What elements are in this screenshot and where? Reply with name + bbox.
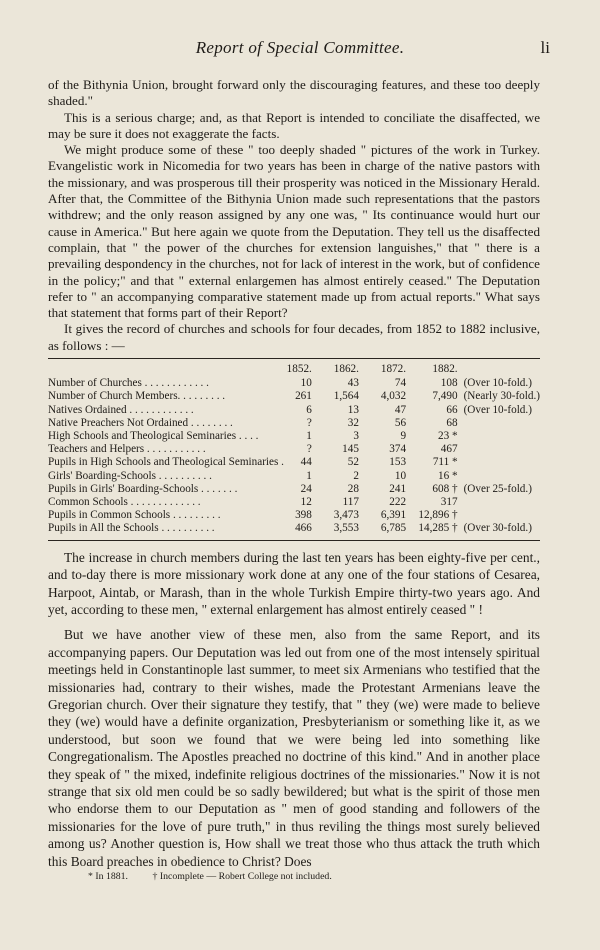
- row-label: Pupils in All the Schools . . . . . . . . . .: [48, 522, 215, 535]
- body-text: [48, 77, 540, 870]
- value-1862: 3: [353, 430, 359, 443]
- value-1862: 32: [347, 416, 359, 429]
- value-1882: 711 *: [432, 456, 458, 469]
- row-note: [460, 496, 540, 509]
- table-row: [48, 509, 540, 522]
- value-1852: ?: [306, 443, 312, 456]
- row-label: Number of Church Members. . . . . . . . .: [48, 390, 226, 403]
- year-header: 1852.: [286, 363, 312, 376]
- paragraph: of the Bithynia Union, brought forward only the discouraging features, and these too deeply shaded.": [48, 77, 540, 109]
- table-row: [48, 443, 540, 456]
- value-1872: 6,391: [380, 509, 407, 522]
- value-1862: 3,553: [333, 522, 359, 535]
- table-row: [48, 404, 540, 417]
- paragraph: It gives the record of churches and schools for four decades, from 1852 to 1882 inclusive, as follows : —: [48, 321, 540, 353]
- row-label: Teachers and Helpers . . . . . . . . . . .: [48, 443, 206, 456]
- page-number: li: [540, 38, 550, 57]
- value-1852: 466: [295, 522, 312, 535]
- row-note: [460, 443, 540, 456]
- table-row: [48, 496, 540, 509]
- value-1852: 1: [306, 430, 312, 443]
- value-1882: 108: [440, 377, 458, 390]
- value-1882: 14,285 †: [418, 522, 458, 535]
- value-1852: 10: [300, 377, 312, 390]
- value-1872: 74: [394, 377, 407, 390]
- paragraph: But we have another view of these men, also from the same Report, and its accompanying papers. Our Deputation was led out from one of the most intensely spiritual meetings held in Constantinople last summer, to meet six Armenians who testified that the missionaries had, contrary to their wishes, made the Protestant Armenians leave the Gregorian church. Over their signature they testify, that " they (we) were made to believe they (we) would have a definite organization, Presbyterianism or something like it, as we understood, but soon we found that we were being led into something like Congregationalism. The Apostles preached no doctrine of this kind." And in another place they speak of " the mixed, indefinite religious doctrines of the missionaries." Now it is not strange that six old men could be so sadly bewildered; but what is the spirit of those men who endorse them to our Deputation as " men of good standing and followers of the missionaries for the love of pure truth," in thus reviling the things most surely believed among us? Another question is, How shall we treat those who thus attack the truth which this Board preaches in obedience to Christ? Does: [48, 627, 540, 869]
- running-title: Report of Special Committee.: [195, 38, 405, 57]
- table-header-row: [48, 363, 540, 377]
- year-header: 1862.: [333, 363, 359, 376]
- row-label: Native Preachers Not Ordained . . . . . . . .: [48, 416, 233, 429]
- value-1862: 1,564: [333, 390, 359, 403]
- table-row: [48, 417, 540, 430]
- row-note: (Over 10-fold.): [463, 377, 532, 390]
- value-1852: 12: [300, 496, 312, 509]
- value-1862: 28: [347, 482, 359, 495]
- value-1882: 16 *: [438, 469, 458, 482]
- value-1872: 4,032: [380, 390, 407, 403]
- value-1862: 2: [353, 469, 359, 482]
- table-bottom-rule: [48, 540, 540, 541]
- table-row: [48, 483, 540, 496]
- value-1872: 6,785: [380, 522, 407, 535]
- statistics-table: [48, 363, 540, 536]
- value-1872: 47: [394, 403, 407, 416]
- value-1862: 13: [347, 403, 359, 416]
- footnote-star: * In 1881.: [88, 871, 129, 882]
- paragraph: This is a serious charge; and, as that Report is intended to conciliate the disaffected, we may be sure it does not exaggerate the facts.: [48, 109, 540, 141]
- value-1872: 222: [389, 496, 407, 509]
- table-row: [48, 377, 540, 390]
- value-1852: ?: [306, 416, 312, 429]
- row-note: [460, 456, 540, 469]
- footnote-dagger: † Incomplete — Robert College not included.: [152, 871, 332, 882]
- page-header: [50, 38, 550, 62]
- value-1882: 467: [440, 443, 458, 456]
- value-1882: 608 †: [432, 482, 458, 495]
- table-header-blank: [48, 363, 284, 377]
- footnotes: [88, 871, 548, 883]
- value-1872: 153: [389, 456, 407, 469]
- paragraph: We might produce some of these " too deeply shaded " pictures of the work in Turkey. Evangelistic work in Nicomedia for two years has been in charge of the native pastors with the missionary, and was prosperous till their prosperity was noticed in the Missionary Herald. After that, the Committee of the Bithynia Union made such representations that the pastors withdrew; and the only reason assigned by any one was, " Its continuance would hurt our cause in America." But here again we quote from the Deputation. They tell us the disaffected complain, that " the power of the churches for extension languishes," that " there is a prevailing despondency in the churches, not for lack of interest in the work, but of confidence in the policy;" and that " external enlargemen has almost entirely ceased." The Deputation refer to " an accompanying comparative statement made up from actual reports." What says that statement that forms part of their Report?: [48, 142, 540, 321]
- row-note: [460, 430, 540, 443]
- value-1872: 10: [394, 469, 407, 482]
- row-note: (Nearly 30-fold.): [463, 390, 540, 403]
- value-1882: 68: [446, 416, 458, 429]
- row-note: (Over 10-fold.): [463, 403, 532, 416]
- table-row: [48, 390, 540, 403]
- value-1862: 145: [342, 443, 359, 456]
- value-1852: 398: [295, 509, 312, 522]
- value-1862: 3,473: [333, 509, 359, 522]
- row-label: Number of Churches . . . . . . . . . . . .: [48, 377, 209, 390]
- value-1882: 12,896 †: [418, 509, 458, 522]
- value-1872: 9: [400, 430, 407, 443]
- note-header-blank: [460, 363, 540, 377]
- value-1882: 66: [446, 403, 458, 416]
- table-row: [48, 470, 540, 483]
- row-label: Natives Ordained . . . . . . . . . . . .: [48, 403, 194, 416]
- row-note: [460, 470, 540, 483]
- value-1852: 1: [306, 469, 312, 482]
- row-note: (Over 25-fold.): [463, 482, 532, 495]
- value-1862: 52: [347, 456, 359, 469]
- row-label: High Schools and Theological Seminaries . . . .: [48, 430, 259, 443]
- row-label: Pupils in Girls' Boarding-Schools . . . . . . .: [48, 482, 238, 495]
- row-note: (Over 30-fold.): [463, 522, 532, 535]
- value-1882: 7,490: [432, 390, 458, 403]
- value-1882: 317: [440, 496, 458, 509]
- paragraph: The increase in church members during the last ten years has been eighty-five per cent., and to-day there is more missionary work done at any one of the four stations of Cesarea, Harpoot, Aintab, or Marash, than in the whole Turkish Empire thirty-two years ago. And yet, according to these men, " external enlargement has almost entirely ceased " !: [48, 549, 540, 617]
- row-note: [460, 509, 540, 522]
- value-1852: 6: [306, 403, 312, 416]
- row-label: Pupils in Common Schools . . . . . . . . .: [48, 509, 221, 522]
- year-header: 1882.: [432, 363, 458, 376]
- table-row: [48, 522, 540, 535]
- value-1872: 374: [389, 443, 407, 456]
- value-1882: 23 *: [438, 430, 458, 443]
- row-label: Pupils in High Schools and Theological Seminaries .: [48, 456, 284, 469]
- table-row: [48, 456, 540, 469]
- value-1862: 117: [342, 496, 359, 509]
- value-1852: 44: [300, 456, 312, 469]
- row-note: [460, 417, 540, 430]
- table-top-rule: [48, 358, 540, 359]
- year-header: 1872.: [380, 363, 407, 376]
- value-1852: 261: [295, 390, 312, 403]
- row-label: Girls' Boarding-Schools . . . . . . . . . .: [48, 469, 212, 482]
- value-1862: 43: [347, 377, 359, 390]
- row-label: Common Schools . . . . . . . . . . . . .: [48, 496, 201, 509]
- value-1872: 241: [389, 482, 407, 495]
- value-1872: 56: [394, 416, 407, 429]
- value-1852: 24: [300, 482, 312, 495]
- table-row: [48, 430, 540, 443]
